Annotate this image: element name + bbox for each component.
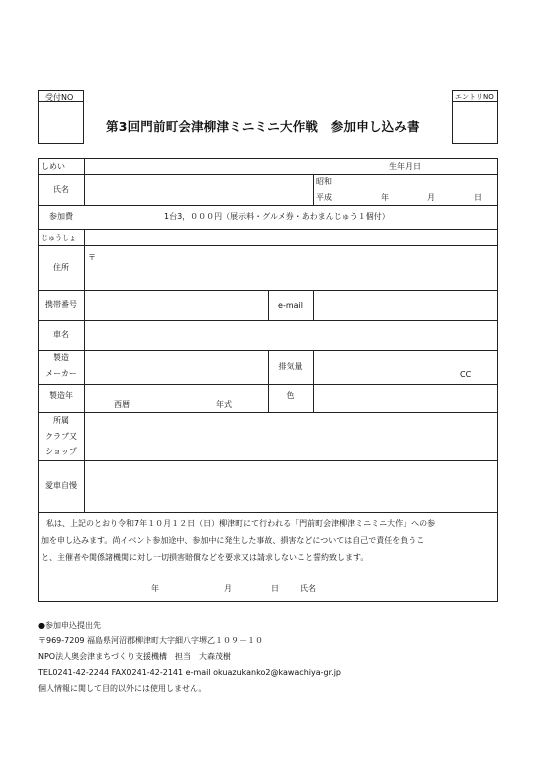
mobile-input[interactable] — [85, 291, 267, 319]
address-label: 住所 — [53, 263, 69, 272]
car-name-input[interactable] — [85, 321, 495, 349]
signature-input[interactable] — [320, 580, 490, 596]
address-input[interactable] — [85, 246, 495, 289]
pledge-line-1: 私は、上記のとおり令和7年１０月１２日（日）柳津町にて行われる「門前町会津柳津ミニミニ大作」への参 — [46, 519, 436, 528]
pledge-month-unit: 月 — [224, 584, 232, 593]
entry-number-box[interactable] — [452, 90, 498, 144]
fee-value: 1台3，０００円（展示料・グルメ券・あわまんじゅう１個付） — [164, 212, 390, 221]
email-label: e-mail — [278, 301, 303, 310]
club-label-line1: 所属 — [53, 416, 69, 425]
seireki-label: 西暦 — [114, 400, 130, 409]
model-year-label: 製造年 — [49, 391, 73, 400]
mobile-label: 携帯番号 — [45, 300, 77, 309]
birth-year-unit: 年 — [381, 193, 389, 202]
signature-label: 氏名 — [300, 584, 316, 593]
furigana-label: しめい — [41, 162, 65, 171]
maker-label-line2: メーカー — [45, 369, 77, 378]
nenshiki-label: 年式 — [216, 400, 232, 409]
email-input[interactable] — [314, 291, 495, 319]
birth-day-unit: 日 — [474, 193, 482, 202]
pledge-line-2: 加を申し込みます。尚イベント参加途中、参加中に発生した事故、損害などについては自己で責任を負うこ — [41, 536, 425, 545]
address-furigana-label: じゅうしょ — [41, 234, 76, 242]
reception-number-label: 受付NO — [45, 93, 74, 102]
displacement-unit: CC — [460, 370, 472, 379]
footer-address: 〒969-7209 福島県河沼郡柳津町大字細八字堺乙１０９－１０ — [38, 636, 264, 645]
car-pride-label: 愛車自慢 — [45, 481, 77, 490]
footer-organization: NPO法人奥会津まちづくり支援機構 担当 大森茂樹 — [38, 652, 232, 661]
pledge-year-unit: 年 — [151, 584, 159, 593]
furigana-input[interactable] — [85, 159, 495, 173]
displacement-label: 排気量 — [278, 362, 303, 371]
car-name-label: 車名 — [53, 330, 69, 339]
color-input[interactable] — [314, 385, 495, 411]
era-heisei: 平成 — [316, 193, 332, 202]
birthdate-label: 生年月日 — [389, 162, 421, 171]
footer-heading: ●参加申込提出先 — [38, 621, 101, 630]
car-pride-input[interactable] — [85, 461, 495, 511]
birth-month-unit: 月 — [427, 193, 435, 202]
address-furigana-input[interactable] — [85, 230, 495, 244]
pledge-line-3: と、主催者や関係諸機関に対し一切損害賠償などを要求又は請求しないこと誓約致します。 — [41, 553, 369, 562]
model-year-input[interactable] — [85, 385, 267, 411]
club-label-line3: ショップ — [45, 447, 77, 456]
pledge-day-unit: 日 — [271, 584, 279, 593]
color-label: 色 — [286, 391, 295, 400]
club-label-line2: クラブ又 — [45, 432, 77, 441]
maker-input[interactable] — [85, 351, 267, 383]
club-input[interactable] — [85, 413, 495, 459]
name-label: 氏名 — [53, 185, 69, 194]
postal-mark: 〒 — [88, 253, 96, 262]
page-title: 第3回門前町会津柳津ミニミニ大作戦 参加申し込み書 — [106, 119, 420, 134]
entry-number-label: エントリNO — [455, 93, 494, 101]
name-input[interactable] — [85, 175, 312, 204]
footer-contact: TEL0241-42-2244 FAX0241-42-2141 e-mail okuazukanko2@kawachiya-gr.jp — [38, 668, 341, 677]
maker-label-line1: 製造 — [53, 353, 69, 362]
footer-privacy: 個人情報に関して目的以外には使用しません。 — [38, 684, 207, 693]
fee-label: 参加費 — [49, 212, 73, 221]
reception-number-box[interactable] — [38, 90, 84, 144]
era-showa: 昭和 — [316, 177, 332, 186]
